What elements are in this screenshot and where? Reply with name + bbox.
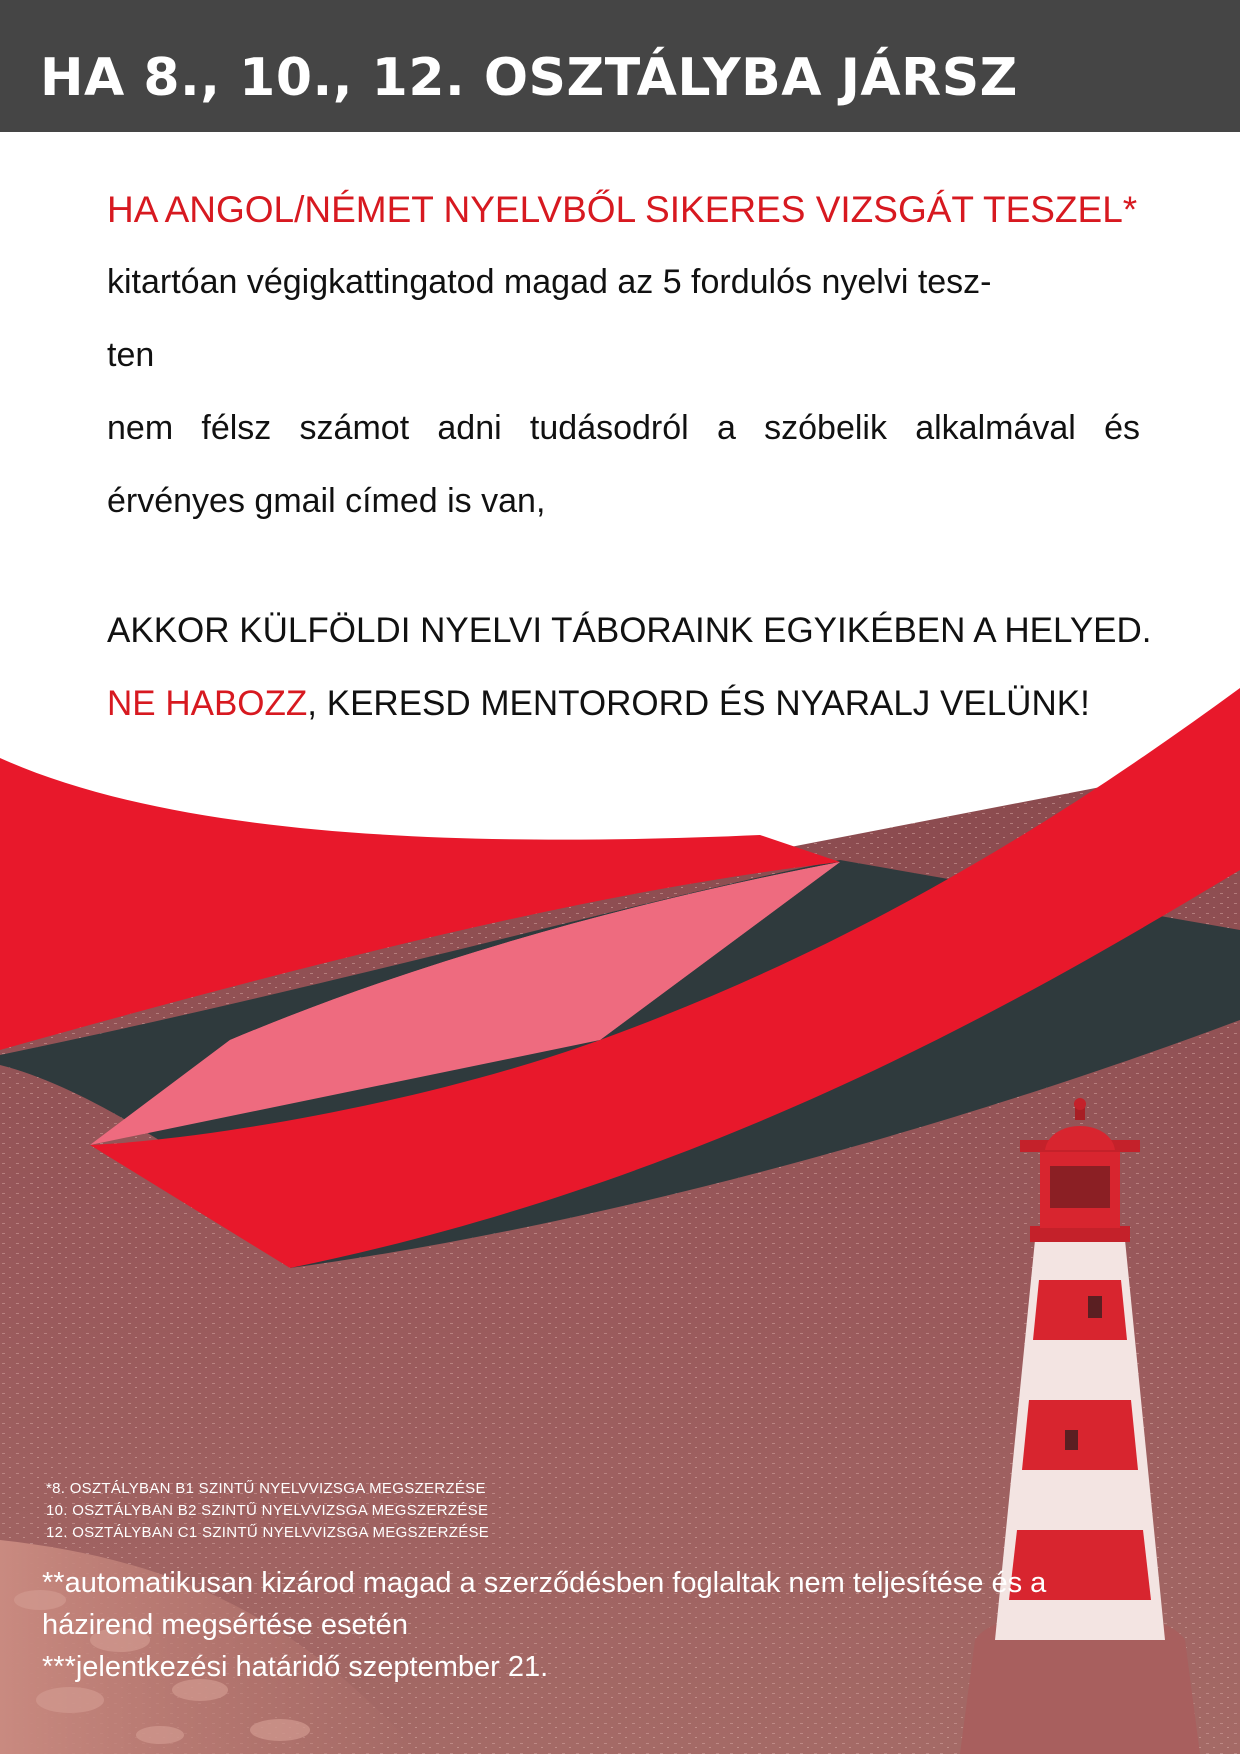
main-content	[107, 180, 1152, 740]
cta-rest-text: , KERESD MENTORORD ÉS NYARALJ VELÜNK!	[307, 684, 1090, 723]
page-title: HA 8., 10., 12. OSZTÁLYBA JÁRSZ	[40, 48, 1018, 108]
cta-red-text: NE HABOZZ	[107, 684, 308, 723]
paragraph-2-line-2: érvényes gmail címed is van,	[107, 482, 546, 520]
note-line-1: **automatikusan kizárod magad a szerződésben foglaltak nem teljesítése és a	[42, 1567, 1047, 1599]
note-line-2: házirend megsértése esetén	[42, 1609, 408, 1641]
spacer	[107, 538, 1140, 594]
footnote-line: 12. OSZTÁLYBAN C1 SZINTŰ NYELVVIZSGA MEGSZERZÉSE	[46, 1524, 490, 1541]
paragraph-1-line-1: kitartóan végigkattingatod magad az 5 fordulós nyelvi tesz-	[107, 263, 992, 301]
footnotes	[46, 1478, 489, 1544]
paragraph-2-line-1: nem félsz számot adni tudásodról a szóbelik alkalmával és	[107, 409, 1140, 447]
note-line-3: ***jelentkezési határidő szeptember 21.	[42, 1651, 549, 1683]
notes	[42, 1562, 1192, 1688]
result-line: AKKOR KÜLFÖLDI NYELVI TÁBORAINK EGYIKÉBEN A HELYED.	[107, 611, 1152, 650]
paragraph-1-line-2: ten	[107, 336, 155, 374]
footnote-line: 10. OSZTÁLYBAN B2 SZINTŰ NYELVVIZSGA MEGSZERZÉSE	[46, 1502, 489, 1519]
cta-line	[107, 667, 1140, 740]
condition-heading: HA ANGOL/NÉMET NYELVBŐL SIKERES VIZSGÁT TESZEL*	[107, 189, 1138, 230]
footnote-line: *8. OSZTÁLYBAN B1 SZINTŰ NYELVVIZSGA MEGSZERZÉSE	[46, 1480, 486, 1497]
